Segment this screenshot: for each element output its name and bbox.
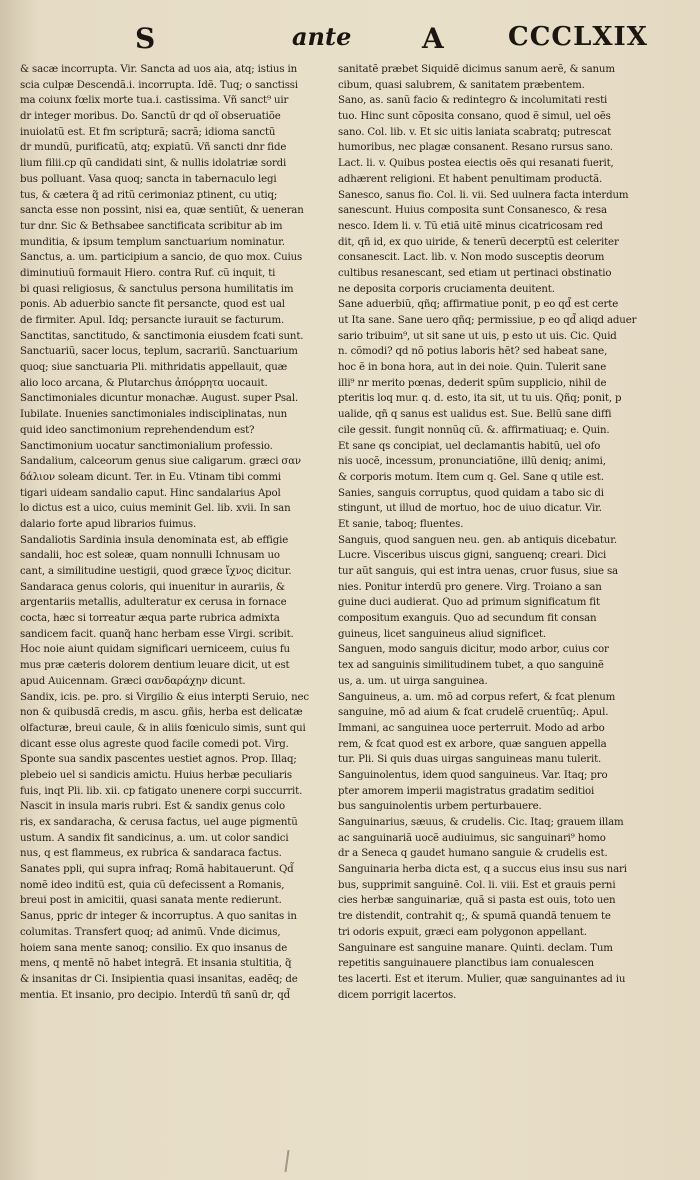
right-column-line: hoc ẽ in bona hora, aut in dei noie. Quin. Tulerit sane	[338, 362, 607, 374]
right-column-line: Sano, as. sanũ facio & redintegro & incolumitati resti	[338, 95, 608, 107]
right-column-line: ne deposita corporis cruciamenta deuitent.	[338, 283, 555, 295]
left-column-line: Sanus, ppric dr integer & incorruptus. A quo sanitas in	[20, 911, 297, 923]
folio-number: CCCLXIX	[508, 22, 648, 52]
left-column-line: sandalii, hoc est soleæ, quam nonnulli Ichnusam uo	[20, 550, 280, 562]
right-column-line: humoribus, nec plagæ consanent. Resano rursus sano.	[338, 142, 613, 154]
right-column-line: Et sane qs concipiat, uel declamantis habitũ, uel ofo	[338, 440, 601, 452]
left-column-line: tur dnr. Sic & Bethsabee sanctificata scribitur ab im	[20, 220, 283, 232]
right-column-line: nesco. Idem li. v. Tũ etiã uitẽ minus cicatricosam red	[338, 220, 603, 232]
left-column-line: alio loco arcana, & Plutarchus ἀπόρρητα uocauit.	[20, 377, 268, 389]
left-column-line: Sandaliotis Sardinia insula denominata est, ab effigie	[20, 534, 289, 546]
right-column-line: tur. Pli. Si quis duas uirgas sanguineas manu tulerit.	[338, 754, 602, 766]
right-column-line: dicem porrigit lacertos.	[338, 989, 457, 1001]
right-column-line: dr a Seneca q gaudet humano sanguie & crudelis est.	[338, 848, 608, 860]
header-letter-left: S	[135, 22, 156, 55]
left-column-line: quoq; siue sanctuaria Pli. mithridatis appellauit, quæ	[20, 362, 288, 374]
left-column-line: dicant esse olus agreste quod facile comedi pot. Virg.	[20, 738, 289, 750]
left-column-line: cocta, hæc si torreatur æqua parte rubrica admixta	[20, 613, 280, 625]
right-column-line: n. cõmodi? qd nõ potius laboris hẽt? sed habeat sane,	[338, 346, 608, 358]
left-column-line: Sanctimoniales dicuntur monachæ. August. super Psal.	[20, 393, 299, 405]
left-column-line: Sanctimonium uocatur sanctimonialium professio.	[20, 440, 273, 452]
right-column-line: tri odoris expuit, græci eam polygonon appellant.	[338, 926, 587, 938]
right-column-line: Sanesco, sanus fio. Col. li. vii. Sed uulnera facta interdum	[338, 189, 629, 201]
right-column-line: ualide, qñ q sanus est ualidus est. Sue. Bellũ sane diffi	[338, 409, 612, 421]
right-column-line: tes lacerti. Est et iterum. Mulier, quæ sanguinantes ad iu	[338, 973, 626, 985]
right-column-line: Immani, ac sanguinea uoce perterruit. Modo ad arbo	[338, 722, 605, 734]
left-column-line: nomẽ ideo inditũ est, quia cũ defecissent a Romanis,	[20, 879, 285, 891]
right-column-line: pteritis loq mur. q. d. esto, ita sit, ut tu uis. Qñq; ponit, p	[338, 393, 622, 405]
right-column-line: tex ad sanguinis similitudinem tubet, a quo sanguinẽ	[338, 660, 604, 672]
right-column-line: guineus, licet sanguineus aliud significet.	[338, 628, 546, 640]
left-column-line: inuiolatũ est. Et fm scripturã; sacrã; idioma sanctũ	[20, 126, 276, 138]
left-column-line: lium filii.cp qũ candidati sint, & nullis idolatriæ sordi	[20, 158, 287, 170]
right-column-line: Sanguinare est sanguine manare. Quinti. declam. Tum	[338, 942, 613, 954]
left-column-line: Sponte sua sandix pascentes uestiet agnos. Prop. Illaq;	[20, 754, 297, 766]
running-header	[0, 20, 700, 60]
left-column-line: dr integer moribus. Do. Sanctũ dr qd oĩ obseruatiõe	[20, 111, 281, 123]
right-column-line: tur aũt sanguis, qui est intra uenas, cruor fusus, siue sa	[338, 566, 618, 577]
right-column-line: stingunt, ut illud de mortuo, hoc de uiuo dicatur. Vir.	[338, 503, 602, 515]
left-column-line: Sandix, icis. pe. pro. si Virgilio & eius interpti Seruio, nec	[20, 691, 309, 703]
left-column-line: ris, ex sandaracha, & cerusa factus, uel auge pigmentũ	[20, 817, 298, 828]
left-column-line: de firmiter. Apul. Idq; persancte iurauit se facturum.	[20, 315, 285, 326]
right-column-line: cibum, quasi salubrem, & sanitatem præbentem.	[338, 79, 585, 91]
left-column-line: tus, & cætera q̃ ad ritũ cerimoniaz ptinent, cu utiq;	[20, 189, 278, 201]
right-column-line: Et sanie, taboq; fluentes.	[338, 518, 464, 530]
left-column-line: Sanctuariũ, sacer locus, teplum, sacrariũ. Sanctuarium	[20, 346, 298, 358]
right-column-line: tre distendit, contrahit q;, & spumã quandã tenuem te	[338, 911, 611, 923]
right-column-line: nis uocẽ, incessum, pronunciatiõne, illũ deniq; animi,	[338, 456, 606, 468]
left-column-line: mens, q mentẽ nõ habet integrã. Et insania stultitia, q̃	[20, 958, 292, 970]
right-column-line: ac sanguinariã uocẽ audiuimus, sic sanguinari⁹ homo	[338, 832, 606, 844]
right-column-line: us, a. um. ut uirga sanguinea.	[338, 675, 488, 687]
right-column-line: cies herbæ sanguinariæ, quã si pasta est ouis, toto uen	[338, 895, 616, 907]
left-column-line: δάλιον soleam dicunt. Ter. in Eu. Vtinam tibi commi	[20, 471, 281, 483]
left-column-line: sancta esse non possint, nisi ea, quæ sentiũt, & ueneran	[20, 205, 304, 217]
left-column-line: Hoc noie aiunt quidam significari uerniceem, cuius fu	[20, 644, 290, 656]
page-mark	[284, 1150, 289, 1172]
left-column-line: sandicem facit. quanq̃ hanc herbam esse Virgi. scribit.	[20, 628, 294, 640]
right-column-line: Sanguineus, a. um. mõ ad corpus refert, & fcat plenum	[338, 691, 616, 703]
right-column-line: rem, & fcat quod est ex arbore, quæ sanguen appella	[338, 738, 607, 750]
left-column-line: columitas. Transfert quoq; ad animũ. Vnde dicimus,	[20, 926, 281, 938]
left-column-line: ustum. A sandix fit sandicinus, a. um. ut color sandici	[20, 832, 289, 844]
header-word: ante	[292, 22, 352, 51]
left-column-line: non & quibusdã credis, m ascu. gñis, herba est delicatæ	[20, 707, 303, 719]
left-column-line: Sandalium, calceorum genus siue caligarum. græci σαν	[20, 456, 301, 468]
right-column-line: Lact. li. v. Quibus postea eiectis oẽs qui resanati fuerit,	[338, 158, 614, 170]
right-column-line: Sanguinaria herba dicta est, q a succus eius insu sus nari	[338, 864, 627, 876]
left-column-line: fuis, inqt Pli. lib. xii. cp fatigato unenere corpi succurrit.	[20, 785, 303, 797]
left-column-line: Sanctus, a. um. participium a sancio, de quo mox. Cuius	[20, 252, 303, 264]
right-column-line: Sanguinarius, sæuus, & crudelis. Cic. Itaq; grauem illam	[338, 817, 624, 828]
left-text-column	[20, 62, 332, 1003]
left-column-line: tigari uideam sandalio caput. Hinc sandalarius Apol	[20, 487, 281, 499]
left-column-line: Nascit in insula maris rubri. Est & sandix genus colo	[20, 801, 285, 813]
right-column-line: sanescunt. Huius composita sunt Consanesco, & resa	[338, 205, 607, 217]
left-column-line: munditia, & ipsum templum sanctuarium nominatur.	[20, 236, 285, 248]
right-column-line: nies. Ponitur interdũ pro genere. Virg. Troiano a san	[338, 581, 602, 593]
right-column-line: adhærent religioni. Et habent penultimam productã.	[338, 173, 603, 185]
left-column-line: argentariis metallis, adulteratur ex cerusa in fornace	[20, 597, 287, 609]
right-column-line: Sane aduerbiũ, qñq; affirmatiue ponit, p eo qd̃ est certe	[338, 299, 619, 311]
left-column-line: diminutiuũ formauit Hiero. contra Ruf. cũ inquit, ti	[20, 267, 276, 279]
left-column-line: quid ideo sanctimonium reprehendendum est?	[20, 424, 255, 436]
left-column-line: scia culpæ Descendã.i. incorrupta. Idẽ. Tuq; o sanctissi	[20, 79, 298, 91]
left-column-line: nus, q est flammeus, ex rubrica & sandaraca factus.	[20, 848, 282, 860]
right-column-line: Sanguen, modo sanguis dicitur, modo arbor, cuius cor	[338, 644, 609, 656]
left-column-line: plebeio uel si sandicis amictu. Huius herbæ peculiaris	[20, 769, 292, 781]
right-column-line: illi⁹ nr merito pœnas, dederit spũm supplicio, nihil de	[338, 377, 607, 389]
left-column-line: Sandaraca genus coloris, qui inuenitur in aurariis, &	[20, 581, 285, 593]
right-column-line: Sanguinolentus, idem quod sanguineus. Var. Itaq; pro	[338, 769, 608, 781]
right-column-line: dit, qñ id, ex quo uiride, & tenerũ decerptũ est celeriter	[338, 236, 619, 248]
right-column-line: ut Ita sane. Sane uero qñq; permissiue, p eo qd̃ aliqd aduer	[338, 315, 637, 326]
right-column-line: sano. Col. lib. v. Et sic uitis laniata scabratq; putrescat	[338, 126, 612, 138]
right-column-line: Sanies, sanguis corruptus, quod quidam a tabo sic di	[338, 487, 604, 499]
header-letter-right: A	[422, 22, 444, 55]
right-text-column	[338, 62, 684, 1003]
right-column-line: compositum exanguis. Quo ad secundum fit consan	[338, 613, 597, 625]
left-column-line: mentia. Et insanio, pro decipio. Interdũ tñ sanũ dr, qd̃	[20, 989, 290, 1001]
right-column-line: Lucre. Visceribus uiscus gigni, sanguenq; creari. Dici	[338, 550, 607, 562]
right-column-line: sanguine, mõ ad aium & fcat crudelẽ cruentũq;. Apul.	[338, 707, 609, 719]
left-column-line: olfacturæ, breui caule, & in aliis fœniculo simis, sunt qui	[20, 722, 306, 734]
right-column-line: repetitis sanguinauere planctibus iam conualescen	[338, 958, 594, 970]
left-column-line: mus præ cæteris dolorem dentium leuare dicit, ut est	[20, 660, 290, 672]
left-column-line: Sanates ppli, qui supra infraq; Romã habitauerunt. Qd̃	[20, 864, 294, 876]
right-column-line: sanitatẽ præbet Siquidẽ dicimus sanum aerẽ, & sanum	[338, 64, 615, 75]
right-column-line: sario tribuim⁹, ut sit sane ut uis, p esto ut uis. Cic. Quid	[338, 330, 617, 342]
right-column-line: bus, supprimit sanguinẽ. Col. li. viii. Est et grauis perni	[338, 879, 616, 891]
left-column-line: Iubilate. Inuenies sanctimoniales indisciplinatas, nun	[20, 409, 288, 421]
right-column-line: bus sanguinolentis urbem perturbauere.	[338, 801, 542, 813]
left-column-line: lo dictus est a uico, cuius meminit Gel. lib. xvii. In san	[20, 503, 291, 515]
left-column-line: ma coiunx fœlix morte tua.i. castissima. Vñ sanct⁹ uir	[20, 95, 289, 107]
left-column-line: bus polluant. Vasa quoq; sancta in tabernaculo legi	[20, 173, 277, 185]
left-column-line: & insanitas dr Ci. Insipientia quasi insanitas, eadẽq; de	[20, 973, 298, 985]
right-column-line: guine duci audierat. Quo ad primum significatum fit	[338, 597, 600, 609]
right-column-line: Sanguis, quod sanguen neu. gen. ab antiquis dicebatur.	[338, 534, 617, 546]
left-column-line: dr mundũ, purificatũ, atq; expiatũ. Vñ sancti dnr fide	[20, 142, 287, 154]
right-column-line: cile gessit. fungit nonnũq cũ. &. affirmatiuaq; e. Quin.	[338, 424, 610, 436]
right-column-line: & corporis motum. Item cum q. Gel. Sane q utile est.	[338, 471, 604, 483]
left-column-line: bi quasi religiosus, & sanctulus persona humilitatis im	[20, 283, 294, 295]
right-column-line: consanescit. Lact. lib. v. Non modo susceptis deorum	[338, 252, 605, 264]
left-column-line: & sacæ incorrupta. Vir. Sancta ad uos aia, atq; istius in	[20, 64, 298, 75]
left-column-line: dalario forte apud librarios fuimus.	[20, 518, 197, 530]
left-column-line: hoiem sana mente sanoq; consilio. Ex quo insanus de	[20, 942, 288, 954]
left-column-line: ponis. Ab aduerbio sancte fit persancte, quod est ual	[20, 299, 285, 311]
left-column-line: Sanctitas, sanctitudo, & sanctimonia eiusdem fcati sunt.	[20, 330, 304, 342]
left-column-line: breui post in amicitii, quasi sanata mente redierunt.	[20, 895, 282, 907]
left-column-line: cant, a similitudine uestigii, quod græce ἴχνος dicitur.	[20, 566, 292, 577]
right-column-line: cultibus resanescant, sed etiam ut pertinaci obstinatio	[338, 267, 612, 279]
left-column-line: apud Auicennam. Græci σανδαράχην dicunt.	[20, 675, 246, 687]
right-column-line: tuo. Hinc sunt cõposita consano, quod ẽ simul, uel oẽs	[338, 111, 611, 123]
right-column-line: pter amorem imperii magistratus gradatim seditioi	[338, 785, 595, 797]
